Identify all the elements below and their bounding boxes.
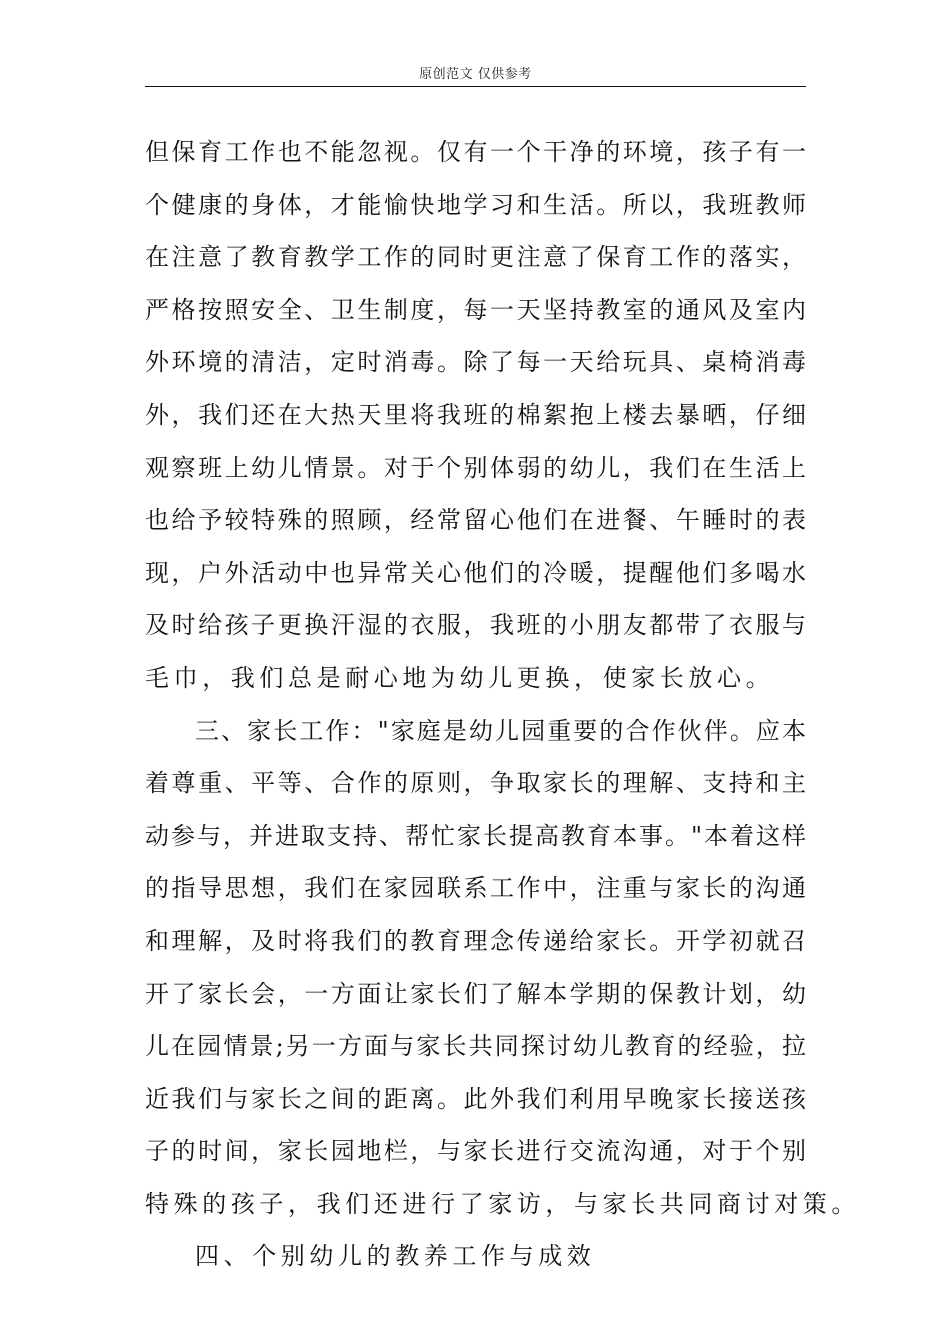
section-four-heading: 四、个别幼儿的教养工作与成效 [195, 1242, 596, 1271]
text-line: 和理解，及时将我们的教育理念传递给家长。开学初就召 [145, 926, 806, 955]
text-line: 也给予较特殊的照顾，经常留心他们在进餐、午睡时的表 [145, 506, 806, 535]
text-line: 观察班上幼儿情景。对于个别体弱的幼儿，我们在生活上 [145, 453, 806, 482]
header-divider [145, 86, 806, 87]
page-header: 原创范文 仅供参考 [419, 67, 532, 82]
text-line: 在注意了教育教学工作的同时更注意了保育工作的落实， [145, 243, 806, 272]
text-line: 外环境的清洁，定时消毒。除了每一天给玩具、桌椅消毒 [145, 348, 806, 377]
section-three-heading-line: 三、家长工作："家庭是幼儿园重要的合作伙伴。应本 [195, 716, 806, 745]
text-line: 但保育工作也不能忽视。仅有一个干净的环境，孩子有一 [145, 138, 806, 166]
text-line: 子的时间，家长园地栏，与家长进行交流沟通，对于个别 [145, 1137, 806, 1166]
text-line: 及时给孩子更换汗湿的衣服，我班的小朋友都带了衣服与 [145, 611, 806, 640]
text-line: 近我们与家长之间的距离。此外我们利用早晚家长接送孩 [145, 1084, 806, 1113]
text-line: 现，户外活动中也异常关心他们的冷暖，提醒他们多喝水 [145, 558, 806, 587]
text-line: 严格按照安全、卫生制度，每一天坚持教室的通风及室内 [145, 295, 806, 324]
text-line: 个健康的身体，才能愉快地学习和生活。所以，我班教师 [145, 190, 806, 219]
paragraph-end-line: 毛巾，我们总是耐心地为幼儿更换，使家长放心。 [145, 663, 775, 692]
text-line: 的指导思想，我们在家园联系工作中，注重与家长的沟通 [145, 874, 806, 903]
text-line: 儿在园情景;另一方面与家长共同探讨幼儿教育的经验，拉 [145, 1032, 806, 1061]
text-line: 外，我们还在大热天里将我班的棉絮抱上楼去暴晒，仔细 [145, 400, 806, 429]
text-line: 动参与，并进取支持、帮忙家长提高教育本事。"本着这样 [145, 821, 806, 850]
body-text [145, 126, 860, 1283]
text-line: 着尊重、平等、合作的原则，争取家长的理解、支持和主 [145, 769, 806, 798]
paragraph-end-line: 特殊的孩子，我们还进行了家访，与家长共同商讨对策。 [145, 1189, 860, 1218]
text-line: 开了家长会，一方面让家长们了解本学期的保教计划，幼 [145, 979, 806, 1008]
